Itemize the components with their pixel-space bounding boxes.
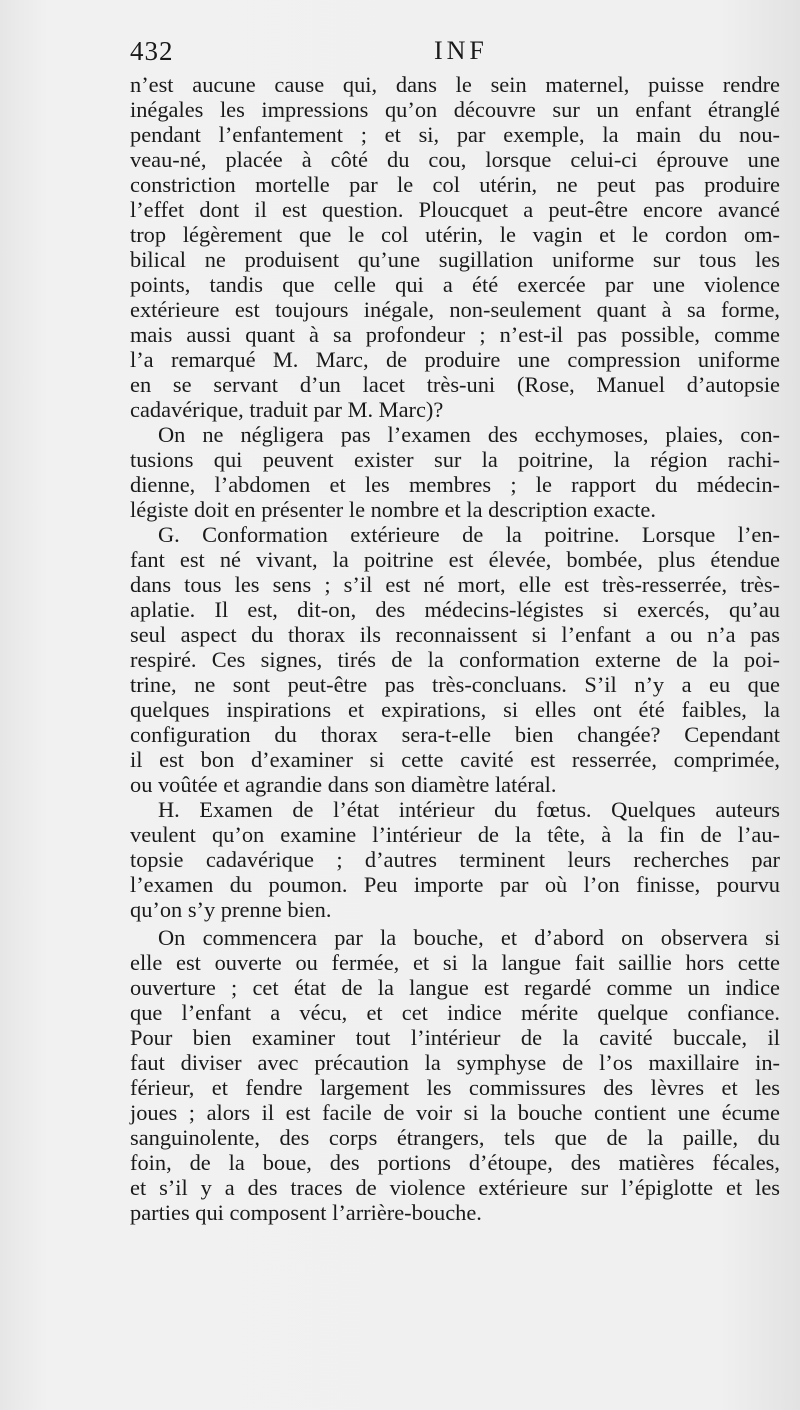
- page-header: [130, 36, 780, 70]
- text-line: trine, ne sont peut-être pas très-concluans. S’il n’y a eu que: [130, 672, 780, 697]
- text-line: que l’enfant a vécu, et cet indice mérite quelque confiance.: [130, 1000, 780, 1025]
- text-line: seul aspect du thorax ils reconnaissent si l’enfant a ou n’a pas: [130, 622, 780, 647]
- text-line: inégales les impressions qu’on découvre sur un enfant étranglé: [130, 97, 780, 122]
- text-line: ouverture ; cet état de la langue est regardé comme un indice: [130, 975, 780, 1000]
- section-heading-line-g: G. Conformation extérieure de la poitrine. Lorsque l’en-: [158, 522, 780, 547]
- paragraph-start-line: On commencera par la bouche, et d’abord on observera si: [158, 925, 780, 950]
- text-line: veulent qu’on examine l’intérieur de la tête, à la fin de l’au-: [130, 822, 780, 847]
- text-line: dienne, l’abdomen et les membres ; le rapport du médecin-: [130, 472, 780, 497]
- text-line: extérieure est toujours inégale, non-seulement quant à sa forme,: [130, 297, 780, 322]
- text-line: n’est aucune cause qui, dans le sein maternel, puisse rendre: [130, 72, 780, 97]
- text-line: veau-né, placée à côté du cou, lorsque celui-ci éprouve une: [130, 147, 780, 172]
- body-text: [130, 72, 780, 1225]
- text-line: sanguinolente, des corps étrangers, tels que de la paille, du: [130, 1125, 780, 1150]
- paragraph-start-line: On ne négligera pas l’examen des ecchymoses, plaies, con-: [158, 422, 780, 447]
- text-line: trop légèrement que le col utérin, le vagin et le cordon om-: [130, 222, 780, 247]
- text-line: constriction mortelle par le col utérin, ne peut pas produire: [130, 172, 780, 197]
- text-line: elle est ouverte ou fermée, et si la langue fait saillie hors cette: [130, 950, 780, 975]
- text-line: points, tandis que celle qui a été exercée par une violence: [130, 272, 780, 297]
- text-line: faut diviser avec précaution la symphyse de l’os maxillaire in-: [130, 1050, 780, 1075]
- text-line: férieur, et fendre largement les commissures des lèvres et les: [130, 1075, 780, 1100]
- text-line: ou voûtée et agrandie dans son diamètre latéral.: [130, 772, 557, 797]
- text-line: foin, de la boue, des portions d’étoupe, des matières fécales,: [130, 1150, 780, 1175]
- text-line: Pour bien examiner tout l’intérieur de la cavité buccale, il: [130, 1025, 780, 1050]
- text-line: respiré. Ces signes, tirés de la conformation externe de la poi-: [130, 647, 780, 672]
- text-line: joues ; alors il est facile de voir si la bouche contient une écume: [130, 1100, 780, 1125]
- text-line: l’a remarqué M. Marc, de produire une compression uniforme: [130, 347, 780, 372]
- text-line: bilical ne produisent qu’une sugillation uniforme sur tous les: [130, 247, 780, 272]
- text-line: en se servant d’un lacet très-uni (Rose, Manuel d’autopsie: [130, 372, 780, 397]
- text-line: aplatie. Il est, dit-on, des médecins-légistes si exercés, qu’au: [130, 597, 780, 622]
- text-line: tusions qui peuvent exister sur la poitrine, la région rachi-: [130, 447, 780, 472]
- text-line: l’effet dont il est question. Ploucquet a peut-être encore avancé: [130, 197, 780, 222]
- text-line: parties qui composent l’arrière-bouche.: [130, 1200, 482, 1225]
- text-line: et s’il y a des traces de violence extérieure sur l’épiglotte et les: [130, 1175, 780, 1200]
- text-line: quelques inspirations et expirations, si elles ont été faibles, la: [130, 697, 780, 722]
- text-line: légiste doit en présenter le nombre et la description exacte.: [130, 497, 656, 522]
- text-line: dans tous les sens ; s’il est né mort, elle est très-resserrée, très-: [130, 572, 780, 597]
- text-line: cadavérique, traduit par M. Marc)?: [130, 397, 444, 422]
- page-number: 432: [130, 36, 174, 66]
- text-line: fant est né vivant, la poitrine est élevée, bombée, plus étendue: [130, 547, 780, 572]
- text-line: qu’on s’y prenne bien.: [130, 897, 332, 922]
- text-line: topsie cadavérique ; d’autres terminent leurs recherches par: [130, 847, 780, 872]
- text-line: pendant l’enfantement ; et si, par exemple, la main du nou-: [130, 122, 780, 147]
- running-head: INF: [434, 36, 488, 65]
- section-heading-line-h: H. Examen de l’état intérieur du fœtus. Quelques auteurs: [158, 797, 780, 822]
- text-line: il est bon d’examiner si cette cavité est resserrée, comprimée,: [130, 747, 780, 772]
- text-line: l’examen du poumon. Peu importe par où l’on finisse, pourvu: [130, 872, 780, 897]
- text-line: mais aussi quant à sa profondeur ; n’est-il pas possible, comme: [130, 322, 780, 347]
- text-line: configuration du thorax sera-t-elle bien changée? Cependant: [130, 722, 780, 747]
